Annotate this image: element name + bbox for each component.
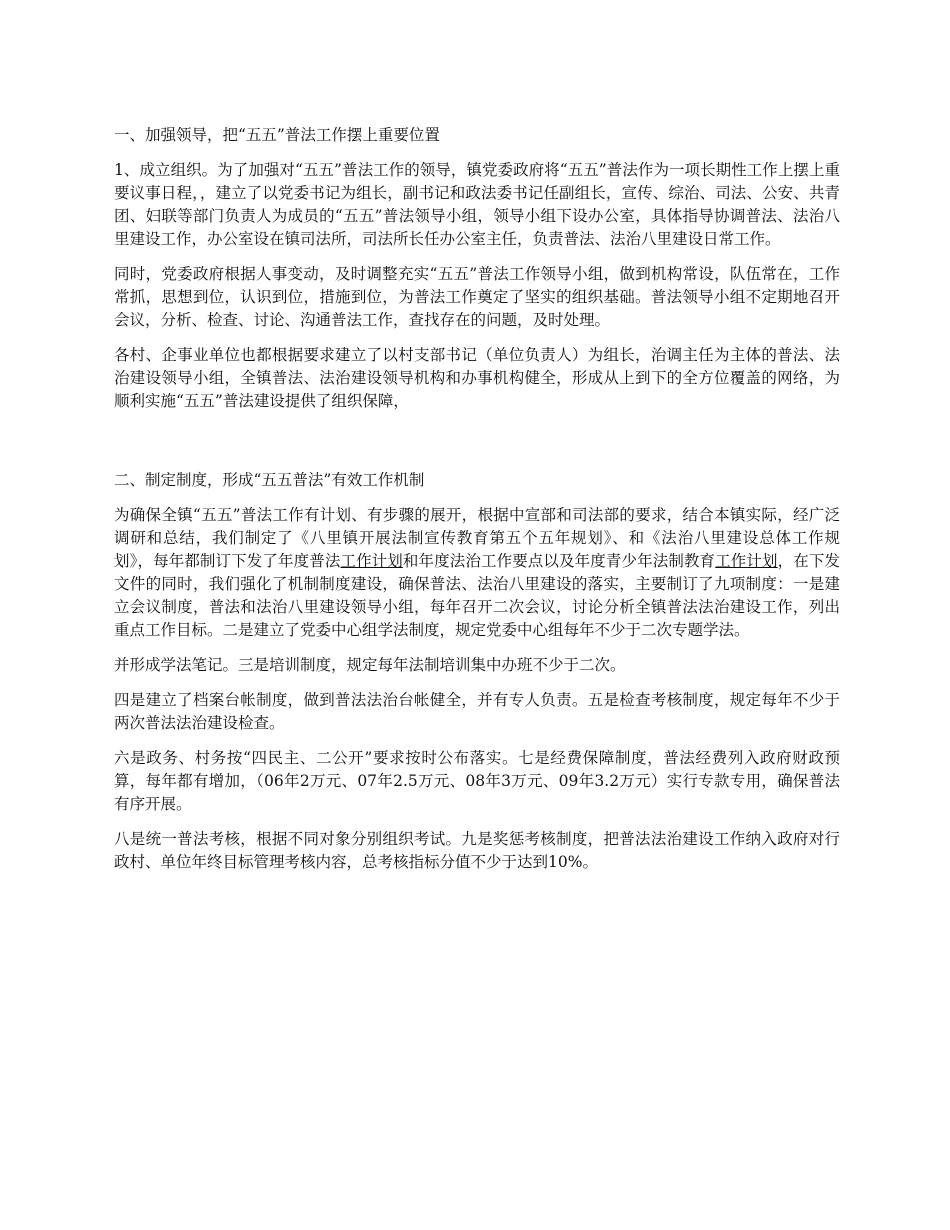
section-1-paragraph-2: 同时，党委政府根据人事变动，及时调整充实“五五”普法工作领导小组，做到机构常设，队伍常在，工作常抓，思想到位，认识到位，措施到位，为普法工作奠定了坚实的组织基础。普法领导小组不定期地召开会议，分析、检查、讨论、沟通普法工作，查找存在的问题，及时处理。 [114,265,840,329]
paragraph-text: 和年度法治工作要点以及年度青少年法制教育 [402,552,716,570]
section-2-paragraph-1 [114,504,840,642]
document-body [114,124,840,886]
section-1-heading: 一、加强领导，把“五五”普法工作摆上重要位置 [114,126,440,144]
section-2-paragraph-2: 并形成学法笔记。三是培训制度，规定每年法制培训集中办班不少于二次。 [114,656,626,674]
paragraph-text: 为确保全镇“五五”普法工作有计划、有步骤的展开，根据中宣部和司法部的要求，结合本镇实际，经广泛调研和总结，我们制定了《八里镇开展法制宣传教育第五个五年规划》、和《法治八里建设总体工作规划》，每年都制订下发了年度普法 [114,506,840,570]
section-1-paragraph-3: 各村、企事业单位也都根据要求建立了以村支部书记（单位负责人）为组长，治调主任为主体的普法、法治建设领导小组，全镇普法、法治建设领导机构和办事机构健全，形成从上到下的全方位覆盖的网络，为顺利实施“五五”普法建设提供了组织保障， [114,346,840,410]
section-spacer [114,425,840,469]
section-2-heading: 二、制定制度，形成“五五普法”有效工作机制 [114,471,425,489]
work-plan-link[interactable]: 工作计划 [715,552,778,570]
section-2-paragraph-5: 八是统一普法考核，根据不同对象分别组织考试。九是奖惩考核制度，把普法法治建设工作纳入政府对行政村、单位年终目标管理考核内容，总考核指标分值不少于达到10%。 [114,830,840,871]
section-2-paragraph-4: 六是政务、村务按“四民主、二公开”要求按时公布落实。七是经费保障制度，普法经费列入政府财政预算，每年都有增加，（06年2万元、07年2.5万元、08年3万元、09年3.2万元）实行专款专用，确保普法有序开展。 [114,749,840,813]
paragraph-text: ，在下发文件的同时，我们强化了机制制度建设，确保普法、法治八里建设的落实，主要制订了九项制度：一是建立会议制度，普法和法治八里建设领导小组，每年召开二次会议，讨论分析全镇普法法治建设工作，列出重点工作目标。二是建立了党委中心组学法制度，规定党委中心组每年不少于二次专题学法。 [114,552,840,639]
section-1-paragraph-1: 1、成立组织。为了加强对“五五”普法工作的领导，镇党委政府将“五五”普法作为一项长期性工作上摆上重要议事日程，，建立了以党委书记为组长，副书记和政法委书记任副组长，宣传、综治、司法、公安、共青团、妇联等部门负责人为成员的“五五”普法领导小组，领导小组下设办公室，具体指导协调普法、法治八里建设工作，办公室设在镇司法所，司法所长任办公室主任，负责普法、法治八里建设日常工作。 [114,161,840,248]
section-2-paragraph-3: 四是建立了档案台帐制度，做到普法法治台帐健全，并有专人负责。五是检查考核制度，规定每年不少于两次普法法治建设检查。 [114,691,840,732]
work-plan-link[interactable]: 工作计划 [340,552,403,570]
